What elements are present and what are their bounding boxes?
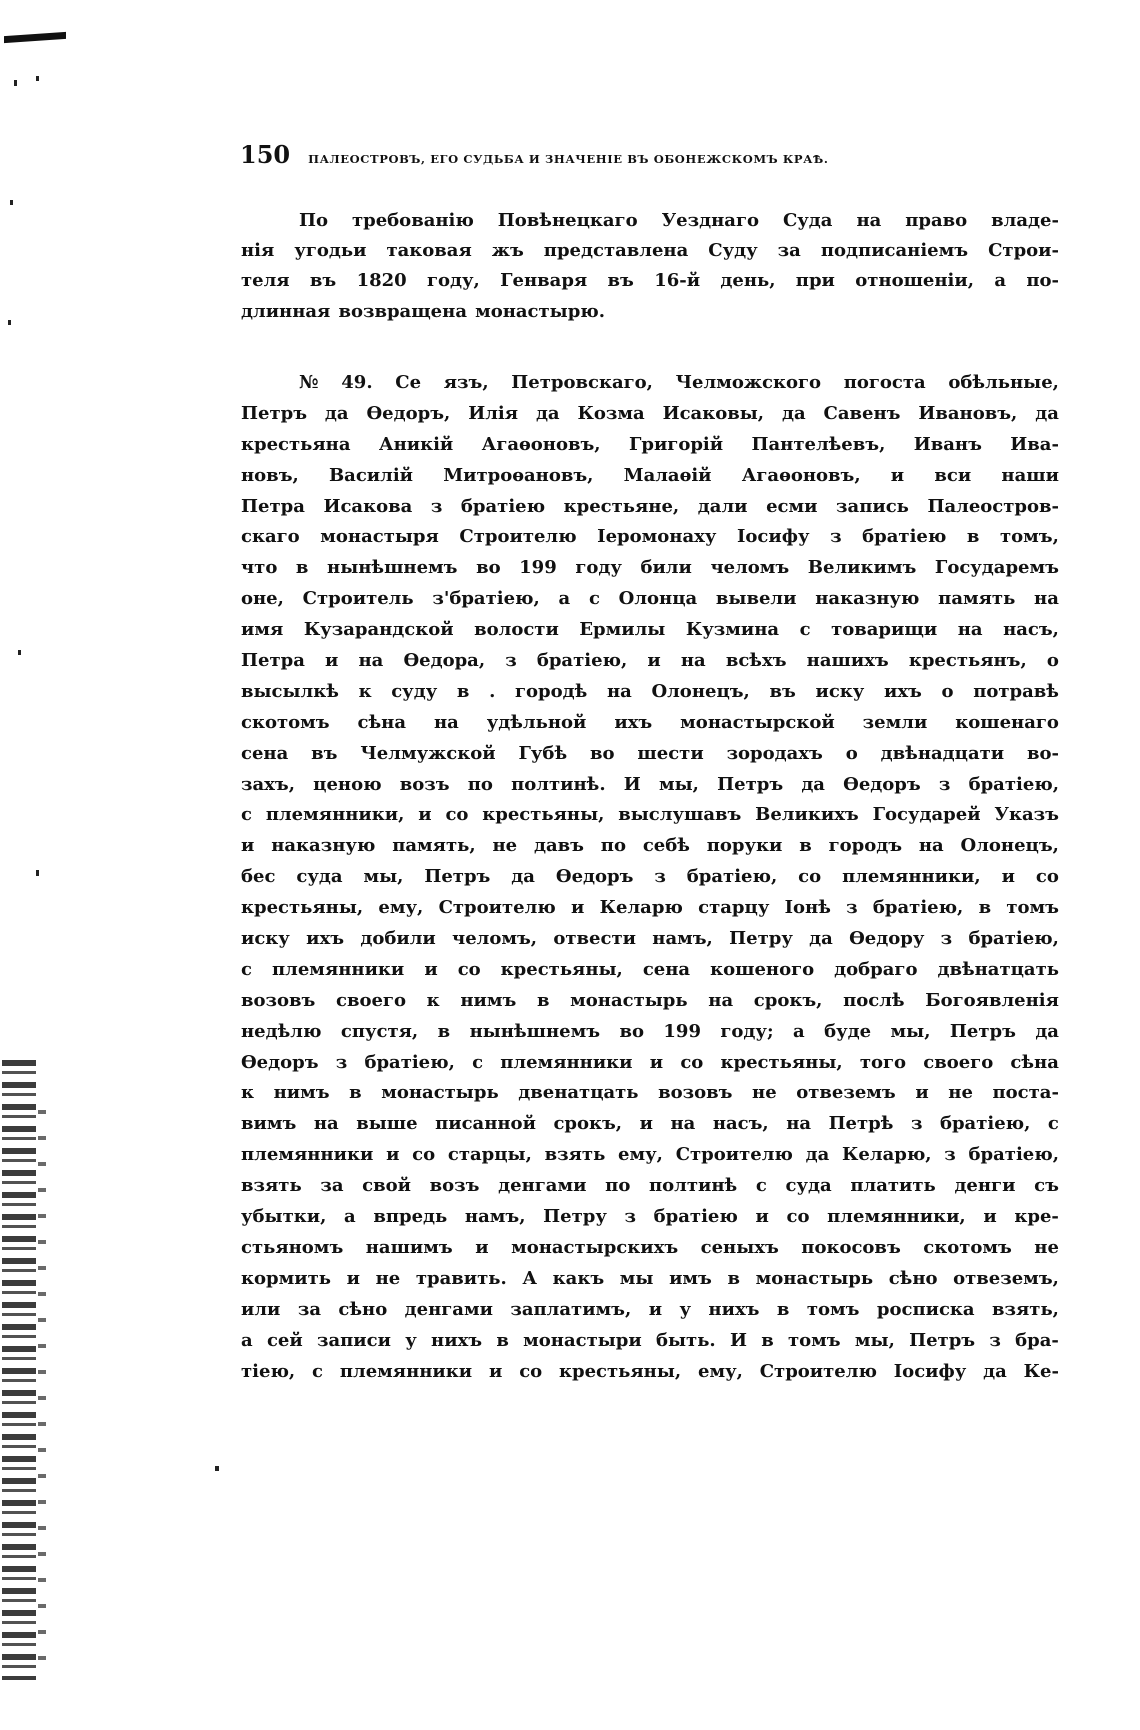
text-line: Петръ да Ѳедоръ, Илія да Козма Исаковы, да Савенъ Ивановъ, да bbox=[241, 402, 1059, 424]
text-line: бес суда мы, Петръ да Ѳедоръ з братіею, со племянники, и со bbox=[241, 866, 1059, 888]
text-line: вимъ на выше писанной срокъ, и на насъ, на Петрѣ з братіею, с bbox=[241, 1113, 1059, 1135]
text-line: По требованію Повѣнецкаго Уезднаго Суда на право владе- bbox=[299, 210, 1059, 231]
text-line: Ѳедоръ з братіею, с племянники и со крестьяны, того своего сѣна bbox=[241, 1051, 1059, 1073]
text-line: длинная возвращена монастырю. bbox=[241, 300, 606, 322]
text-line: кормить и не травить. А какъ мы имъ в монастырь сѣно отвеземъ, bbox=[241, 1267, 1059, 1289]
scan-speck bbox=[18, 650, 21, 655]
text-line: возовъ своего к нимъ в монастырь на срокъ, послѣ Богоявленія bbox=[241, 989, 1059, 1011]
text-line: стьяномъ нашимъ и монастырскихъ сеныхъ покосовъ скотомъ не bbox=[241, 1236, 1059, 1258]
text-line: а сей записи у нихъ в монастыри быть. И в томъ мы, Петръ з бра- bbox=[241, 1329, 1059, 1351]
scan-gutter-shadow bbox=[38, 1110, 46, 1670]
text-line: Петра и на Ѳедора, з братіею, и на всѣхъ нашихъ крестьянъ, о bbox=[241, 650, 1059, 672]
text-line: иску ихъ добили челомъ, отвести намъ, Петру да Ѳедору з братіею, bbox=[241, 928, 1059, 950]
text-line: сена въ Челмужской Губѣ во шести зородахъ о двѣнадцати во- bbox=[241, 742, 1059, 764]
text-line: новъ, Василій Митроѳановъ, Малаѳій Агаѳоновъ, и вси наши bbox=[241, 464, 1059, 486]
paragraph-1 bbox=[241, 206, 1059, 327]
text-line: с племянники, и со крестьяны, выслушавъ Великихъ Государей Указъ bbox=[241, 804, 1059, 826]
paragraph-2 bbox=[241, 368, 1059, 1387]
text-line: нія угодьи таковая жъ представлена Суду за подписаніемъ Строи- bbox=[241, 240, 1059, 262]
text-line: и наказную память, не давъ по себѣ поруки в городъ на Олонецъ, bbox=[241, 835, 1059, 857]
text-line: захъ, ценою возъ по полтинѣ. И мы, Петръ да Ѳедоръ з братіею, bbox=[241, 773, 1059, 795]
text-line: крестьяны, ему, Строителю и Келарю старцу Іонѣ з братіею, в томъ bbox=[241, 897, 1059, 919]
page-number: 150 bbox=[240, 140, 291, 169]
text-line: племянники и со старцы, взять ему, Строителю да Келарю, з братіею, bbox=[241, 1144, 1059, 1166]
text-line: теля въ 1820 году, Генваря въ 16-й день, при отношеніи, а по- bbox=[241, 270, 1059, 292]
scan-speck bbox=[215, 1466, 219, 1471]
text-line: Петра Исакова з братіею крестьяне, дали есми запись Палеостров- bbox=[241, 495, 1059, 517]
scan-gutter-shadow bbox=[2, 1060, 36, 1680]
text-line: взять за свой возъ денгами по полтинѣ с суда платить денги съ bbox=[241, 1175, 1059, 1197]
text-line: оне, Строитель з'братіею, а с Олонца вывели наказную память на bbox=[241, 588, 1059, 610]
text-line: недѣлю спустя, в нынѣшнемъ во 199 году; а буде мы, Петръ да bbox=[241, 1020, 1059, 1042]
text-line: убытки, а впредь намъ, Петру з братіею и со племянники, и кре- bbox=[241, 1206, 1059, 1228]
text-line: скотомъ сѣна на удѣльной ихъ монастырской земли кошенаго bbox=[241, 711, 1059, 733]
text-line: к нимъ в монастырь двенатцать возовъ не отвеземъ и не поста- bbox=[241, 1082, 1059, 1104]
text-line: скаго монастыря Строителю Іеромонаху Іосифу з братіею в томъ, bbox=[241, 526, 1059, 548]
text-line: имя Кузарандской волости Ермилы Кузмина с товарищи на насъ, bbox=[241, 619, 1059, 641]
scan-speck bbox=[14, 80, 17, 86]
text-line: или за сѣно денгами заплатимъ, и у нихъ в томъ росписка взять, bbox=[241, 1298, 1059, 1320]
text-line: тіею, с племянники и со крестьяны, ему, Строителю Іосифу да Ке- bbox=[241, 1360, 1059, 1382]
text-line: с племянники и со крестьяны, сена кошеного добраго двѣнатцать bbox=[241, 958, 1059, 980]
running-head-title: ПАЛЕОСТРОВЪ, ЕГО СУДЬБА И ЗНАЧЕНІЕ ВЪ ОБОНЕЖСКОМЪ КРАѢ. bbox=[308, 152, 829, 166]
scan-speck bbox=[8, 320, 11, 325]
scan-edge-mark bbox=[4, 32, 66, 43]
scan-speck bbox=[36, 870, 39, 876]
scan-speck bbox=[10, 200, 13, 205]
text-line: что в нынѣшнемъ во 199 году били челомъ Великимъ Государемъ bbox=[241, 557, 1059, 579]
scan-speck bbox=[36, 76, 39, 81]
text-line: крестьяна Аникій Агаѳоновъ, Григорій Пантелѣевъ, Иванъ Ива- bbox=[241, 433, 1059, 455]
running-head bbox=[240, 140, 1040, 180]
text-line: № 49. Се язъ, Петровскаго, Челможского погоста обѣльные, bbox=[299, 372, 1059, 393]
text-line: высылкѣ к суду в . городѣ на Олонецъ, въ иску ихъ о потравѣ bbox=[241, 680, 1059, 702]
